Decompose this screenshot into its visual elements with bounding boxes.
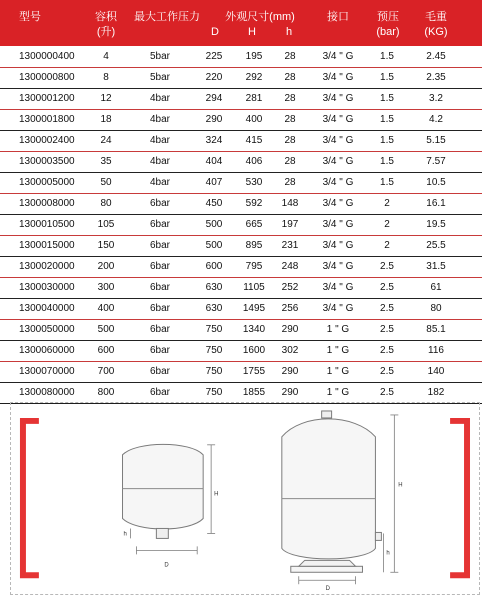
model-cell: 1300020000	[19, 261, 75, 272]
small-h-cell: 248	[281, 261, 299, 272]
small-h-cell: 28	[284, 135, 296, 146]
volume-cell: 700	[97, 366, 115, 377]
precharge-cell: 2.5	[380, 261, 394, 272]
volume-cell: 600	[97, 345, 115, 356]
connection-cell: 3/4 " G	[322, 72, 354, 83]
table-header	[0, 0, 482, 46]
small-h-cell: 290	[281, 387, 299, 398]
precharge-cell: 2.5	[380, 282, 394, 293]
connection-cell: 3/4 " G	[322, 198, 354, 209]
connection-cell: 1 " G	[326, 324, 350, 335]
large-diameter-label: D	[325, 586, 330, 593]
precharge-cell: 1.5	[380, 51, 394, 62]
connection-cell: 3/4 " G	[322, 240, 354, 251]
table-row	[0, 298, 482, 320]
table-row	[0, 109, 482, 131]
volume-cell: 80	[100, 198, 112, 209]
connection-cell: 3/4 " G	[322, 177, 354, 188]
precharge-cell: 2	[384, 240, 390, 251]
weight-cell: 25.5	[426, 240, 446, 251]
model-cell: 1300010500	[19, 219, 75, 230]
connection-cell: 3/4 " G	[322, 303, 354, 314]
pressure-cell: 4bar	[149, 135, 170, 146]
large-tank-skirt	[299, 560, 356, 566]
pressure-cell: 6bar	[149, 261, 170, 272]
weight-cell: 4.2	[429, 114, 443, 125]
precharge-cell: 2.5	[380, 366, 394, 377]
small-h-cell: 252	[281, 282, 299, 293]
weight-cell: 61	[430, 282, 442, 293]
weight-cell: 140	[427, 366, 445, 377]
volume-cell: 50	[100, 177, 112, 188]
small-diameter-label: D	[164, 562, 169, 569]
pressure-cell: 6bar	[149, 198, 170, 209]
weight-cell: 19.5	[426, 219, 446, 230]
tank-dimension-diagram	[10, 402, 480, 595]
d-cell: 600	[205, 261, 223, 272]
connection-cell: 3/4 " G	[322, 261, 354, 272]
pressure-cell: 6bar	[149, 345, 170, 356]
weight-cell: 10.5	[426, 177, 446, 188]
table-row	[0, 46, 482, 68]
header-connection: 接口	[327, 11, 349, 23]
table-row	[0, 340, 482, 362]
pressure-cell: 6bar	[149, 240, 170, 251]
h-cell: 1105	[243, 282, 265, 293]
volume-cell: 150	[97, 240, 115, 251]
small-h-cell: 256	[281, 303, 299, 314]
connection-cell: 3/4 " G	[322, 219, 354, 230]
small-h-cell: 28	[284, 51, 296, 62]
d-cell: 220	[205, 72, 223, 83]
h-cell: 592	[245, 198, 263, 209]
d-cell: 294	[205, 93, 223, 104]
small-h-cell: 302	[281, 345, 299, 356]
small-h-cell: 28	[284, 114, 296, 125]
header-dim-d: D	[211, 26, 219, 38]
d-cell: 290	[205, 114, 223, 125]
weight-cell: 2.35	[426, 72, 446, 83]
h-cell: 281	[245, 93, 263, 104]
model-cell: 1300001800	[19, 114, 75, 125]
volume-cell: 105	[97, 219, 115, 230]
small-height-label: H	[214, 491, 219, 498]
large-tank-body	[282, 419, 376, 559]
diagram-svg	[11, 403, 479, 595]
header-dimensions: 外观尺寸(mm)	[225, 11, 295, 23]
precharge-cell: 2	[384, 219, 390, 230]
pressure-cell: 6bar	[149, 387, 170, 398]
connection-cell: 3/4 " G	[322, 51, 354, 62]
model-cell: 1300030000	[19, 282, 75, 293]
volume-cell: 12	[100, 93, 112, 104]
connection-cell: 3/4 " G	[322, 282, 354, 293]
model-cell: 1300003500	[19, 156, 75, 167]
small-h-cell: 231	[281, 240, 299, 251]
small-h-cell: 28	[284, 156, 296, 167]
pressure-cell: 4bar	[149, 156, 170, 167]
precharge-cell: 1.5	[380, 135, 394, 146]
table-row	[0, 130, 482, 152]
h-cell: 895	[245, 240, 263, 251]
d-cell: 450	[205, 198, 223, 209]
h-cell: 406	[245, 156, 263, 167]
h-cell: 195	[245, 51, 263, 62]
h-cell: 400	[245, 114, 263, 125]
precharge-cell: 2.5	[380, 324, 394, 335]
h-cell: 1600	[242, 345, 266, 356]
header-weight-main: 毛重	[425, 11, 447, 23]
precharge-cell: 2.5	[380, 387, 394, 398]
precharge-cell: 2	[384, 198, 390, 209]
h-cell: 665	[245, 219, 263, 230]
precharge-cell: 1.5	[380, 177, 394, 188]
d-cell: 750	[205, 345, 223, 356]
small-h-cell: 28	[284, 72, 296, 83]
d-cell: 407	[205, 177, 223, 188]
table-row	[0, 382, 482, 404]
d-cell: 630	[205, 282, 223, 293]
weight-cell: 2.45	[426, 51, 446, 62]
d-cell: 750	[205, 387, 223, 398]
d-cell: 750	[205, 366, 223, 377]
model-cell: 1300001200	[19, 93, 75, 104]
model-cell: 1300040000	[19, 303, 75, 314]
model-cell: 1300080000	[19, 387, 75, 398]
header-precharge-main: 预压	[377, 11, 399, 23]
weight-cell: 85.1	[426, 324, 446, 335]
small-h-cell: 290	[281, 324, 299, 335]
weight-cell: 80	[430, 303, 442, 314]
small-h-cell: 290	[281, 366, 299, 377]
small-h-cell: 28	[284, 93, 296, 104]
small-tank-connector	[156, 528, 168, 538]
right-bracket	[450, 421, 467, 575]
volume-cell: 300	[97, 282, 115, 293]
h-cell: 795	[245, 261, 263, 272]
pressure-cell: 6bar	[149, 303, 170, 314]
small-h-cell: 197	[281, 219, 299, 230]
header-pressure: 最大工作压力	[134, 11, 200, 23]
h-cell: 1495	[242, 303, 266, 314]
model-cell: 1300008000	[19, 198, 75, 209]
large-height-label: H	[398, 482, 403, 489]
table-row	[0, 172, 482, 194]
large-tank-base	[291, 566, 363, 572]
precharge-cell: 1.5	[380, 72, 394, 83]
precharge-cell: 2.5	[380, 303, 394, 314]
pressure-cell: 4bar	[149, 93, 170, 104]
left-bracket	[23, 421, 39, 575]
volume-cell: 35	[100, 156, 112, 167]
volume-cell: 800	[97, 387, 115, 398]
small-h-cell: 148	[281, 198, 299, 209]
model-cell: 1300050000	[19, 324, 75, 335]
table-row	[0, 361, 482, 383]
table-row	[0, 67, 482, 89]
small-h-cell: 28	[284, 177, 296, 188]
d-cell: 630	[205, 303, 223, 314]
pressure-cell: 5bar	[149, 72, 170, 83]
header-precharge-unit: (bar)	[376, 26, 400, 38]
pressure-cell: 4bar	[149, 114, 170, 125]
d-cell: 324	[205, 135, 223, 146]
model-cell: 1300000400	[19, 51, 75, 62]
model-cell: 1300002400	[19, 135, 75, 146]
model-cell: 1300060000	[19, 345, 75, 356]
connection-cell: 3/4 " G	[322, 93, 354, 104]
table-row	[0, 214, 482, 236]
header-dim-h: H	[248, 26, 256, 38]
h-cell: 415	[245, 135, 263, 146]
table-row	[0, 319, 482, 341]
pressure-cell: 5bar	[149, 51, 170, 62]
connection-cell: 1 " G	[326, 366, 350, 377]
small-tank-body	[123, 444, 204, 529]
connection-cell: 3/4 " G	[322, 135, 354, 146]
model-cell: 1300070000	[19, 366, 75, 377]
large-tank-side-connector	[375, 532, 381, 540]
precharge-cell: 2.5	[380, 345, 394, 356]
d-cell: 500	[205, 240, 223, 251]
d-cell: 404	[205, 156, 223, 167]
pressure-cell: 6bar	[149, 282, 170, 293]
pressure-cell: 6bar	[149, 324, 170, 335]
volume-cell: 24	[100, 135, 112, 146]
table-row	[0, 193, 482, 215]
table-row	[0, 151, 482, 173]
weight-cell: 7.57	[426, 156, 446, 167]
model-cell: 1300015000	[19, 240, 75, 251]
volume-cell: 200	[97, 261, 115, 272]
volume-cell: 4	[103, 51, 109, 62]
h-cell: 1340	[242, 324, 266, 335]
small-h-label: h	[123, 531, 127, 538]
weight-cell: 3.2	[429, 93, 443, 104]
volume-cell: 400	[97, 303, 115, 314]
pressure-cell: 6bar	[149, 219, 170, 230]
header-volume-unit: (升)	[96, 26, 116, 38]
volume-cell: 500	[97, 324, 115, 335]
pressure-cell: 6bar	[149, 366, 170, 377]
weight-cell: 16.1	[426, 198, 446, 209]
table-row	[0, 256, 482, 278]
header-weight-unit: (KG)	[424, 26, 448, 38]
table-row	[0, 88, 482, 110]
weight-cell: 182	[427, 387, 445, 398]
table-row	[0, 277, 482, 299]
h-cell: 530	[245, 177, 263, 188]
connection-cell: 1 " G	[326, 345, 350, 356]
d-cell: 750	[205, 324, 223, 335]
connection-cell: 1 " G	[326, 387, 350, 398]
precharge-cell: 1.5	[380, 156, 394, 167]
pressure-cell: 4bar	[149, 177, 170, 188]
header-dim-h-small: h	[285, 26, 293, 38]
weight-cell: 5.15	[426, 135, 446, 146]
d-cell: 500	[205, 219, 223, 230]
header-model: 型号	[19, 11, 41, 23]
large-h-label: h	[386, 550, 390, 557]
d-cell: 225	[205, 51, 223, 62]
connection-cell: 3/4 " G	[322, 156, 354, 167]
precharge-cell: 1.5	[380, 93, 394, 104]
weight-cell: 31.5	[426, 261, 446, 272]
connection-cell: 3/4 " G	[322, 114, 354, 125]
precharge-cell: 1.5	[380, 114, 394, 125]
volume-cell: 18	[100, 114, 112, 125]
h-cell: 1755	[242, 366, 266, 377]
model-cell: 1300005000	[19, 177, 75, 188]
volume-cell: 8	[103, 72, 109, 83]
model-cell: 1300000800	[19, 72, 75, 83]
h-cell: 1855	[242, 387, 266, 398]
large-tank-top-fitting	[322, 411, 332, 418]
header-volume-main: 容积	[95, 11, 117, 23]
table-row	[0, 235, 482, 257]
h-cell: 292	[245, 72, 263, 83]
weight-cell: 116	[428, 345, 444, 356]
